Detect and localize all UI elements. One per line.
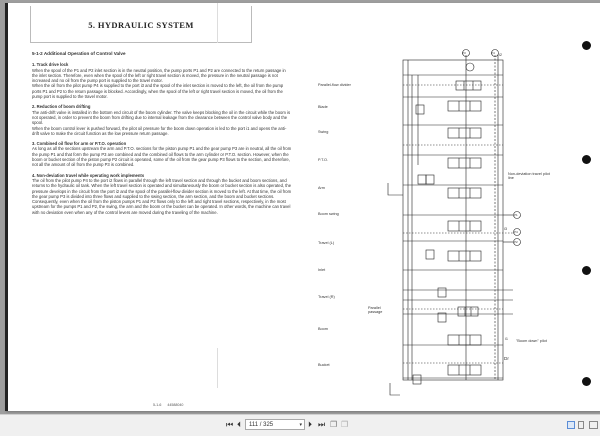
label-bucket: Bucket bbox=[318, 363, 330, 367]
label-swing: Swing bbox=[318, 130, 329, 134]
last-page-icon[interactable]: ⏭ bbox=[318, 420, 326, 429]
copy-page-icon[interactable]: ❐ bbox=[330, 420, 338, 429]
label-port-p4: P4 bbox=[514, 230, 518, 234]
paste-page-icon[interactable]: ❐ bbox=[341, 420, 349, 429]
continuous-view-icon[interactable] bbox=[578, 421, 584, 429]
label-port-p4-top: P4 bbox=[491, 51, 495, 55]
label-port-i1: i1 bbox=[505, 337, 508, 341]
chapter-title: 5. HYDRAULIC SYSTEM bbox=[88, 20, 194, 30]
label-port-p3: P3 bbox=[462, 51, 466, 55]
single-page-view-icon[interactable] bbox=[567, 421, 575, 429]
paragraph-title: 1. Track drive lock bbox=[32, 62, 69, 68]
label-port-p2: P2 bbox=[514, 240, 518, 244]
prev-page-icon[interactable]: ⏴ bbox=[237, 420, 241, 429]
paragraph-body: When the boom control lever is pushed forward, the pilot oil pressure for the boom down operation is led to the port i1 and opens the anti-drift valve to make the circuit function as the low pressure return passage. bbox=[32, 125, 287, 136]
label-travel-l: Travel (L) bbox=[318, 241, 335, 245]
document-page bbox=[5, 3, 600, 411]
punch-hole bbox=[582, 155, 591, 164]
page-divider bbox=[217, 3, 218, 43]
circuit-schematic bbox=[308, 45, 598, 405]
paragraph-body: The oil from the pilot pump P4 to the port i2 flows in parallel through the left travel section and through the bucket and boom sections, and returns to the hydraulic oil tank. When the left travel section is operated and simultaneously the boom or bucket section is also operated, the pressure develops in the circuit from the port i2 and the spool of the parallel-flow divider section is moved to the left. At that time, the oil from the gear pump P3 is divided into three flows and supplied to the swing section, the arm section, and the boom and bucket sections. Consequently, even when the oil from the piston pumps P1 and P2 flows only to the left and right travel sections, respectively, in the most upstream for the pumps P1 and P2, the swing, the arm and the boom or the bucket can be operated. In other words, the machine can travel with no deviation even when any of the control levers are moved during the traveling of the machine. bbox=[32, 177, 292, 215]
footer-code: 44588040 bbox=[167, 403, 184, 407]
paragraph-body: When the spool of the P1 and P2 inlet section is in the neutral position, the pump ports P1 and P2 are connected to the return passage in the inlet section. Therefore, even when the spool of the left or right travel section is moved, the pressure in the neutral passage is not increased and no oil from the pump port is supplied to the travel motor. bbox=[32, 67, 286, 84]
two-page-view-icon[interactable] bbox=[589, 421, 598, 429]
punch-hole bbox=[582, 41, 591, 50]
page-footer bbox=[153, 403, 188, 407]
punch-hole bbox=[582, 266, 591, 275]
paragraph-title: 3. Combined oil flow for arm or P.T.O. operation bbox=[32, 141, 127, 147]
label-inlet: Inlet bbox=[318, 268, 326, 272]
paragraph-body: The anti-drift valve is installed in the bottom end circuit of the boom cylinder. The valve keeps blocking the oil in the circuit while the boom is not operated, in order to prevent the boom from drifting due to internal leakage from the clearance between the control valve body and the spool. bbox=[32, 109, 291, 126]
label-port-i2: i2 bbox=[499, 53, 502, 57]
label-boom: Boom bbox=[318, 327, 328, 331]
chevron-down-icon[interactable]: ▾ bbox=[299, 422, 302, 428]
label-parallel-passage: Parallel passage bbox=[368, 306, 383, 315]
next-page-icon[interactable]: ⏵ bbox=[308, 420, 312, 429]
page-indicator: 111 / 325 bbox=[249, 422, 274, 428]
label-arm: Arm bbox=[318, 186, 325, 190]
paragraph-title: 4. Non-deviation travel while operating work implements bbox=[32, 172, 145, 178]
first-page-icon[interactable]: ⏮ bbox=[226, 420, 234, 429]
section-heading: 5-1-2 Additional Operation of Control Valve bbox=[32, 51, 126, 56]
label-non-deviation-pilot-line: Non-deviation travel pilot line bbox=[508, 172, 550, 181]
viewer-toolbar bbox=[0, 414, 600, 436]
label-port-dr: Dr bbox=[504, 356, 509, 361]
punch-hole bbox=[582, 377, 591, 386]
page-number-input[interactable] bbox=[245, 419, 305, 430]
label-parallel-flow-divider: Parallel-flow divider bbox=[318, 83, 351, 87]
chapter-header-box bbox=[30, 6, 252, 43]
label-port-p1: P1 bbox=[514, 213, 518, 217]
footer-page-number: 5-1-6 bbox=[153, 403, 162, 407]
paragraph-body: When the oil from the pilot pump P4 is supplied to the port i3 and the spool of the inlet section is moved to the left, the oil from the pump ports P1 and P2 to the return passage is blocked. Accordingly, when the spool of the left or right travel section is moved, the oil from the pump port is supplied to the travel motor. bbox=[32, 83, 284, 100]
label-pto: P.T.O. bbox=[318, 158, 329, 162]
label-port-i3: i3 bbox=[504, 227, 507, 231]
page-divider bbox=[217, 348, 218, 388]
label-travel-r: Travel (R) bbox=[318, 295, 335, 299]
label-boom-down-pilot: "Boom down" pilot bbox=[516, 339, 547, 343]
hydraulic-circuit-diagram bbox=[308, 45, 598, 405]
text-column bbox=[32, 51, 292, 215]
label-boom-swing: Boom swing bbox=[318, 212, 339, 216]
paragraph-body: As long as all the sections upstream the arm and P.T.O. sections for the piston pump P1 and the gear pump P3 are in neutral, all the oil from the pump P1 and that form the pump P3 are combined and the combined oil flows to the arm cylinder or P.T.O. section. However, when the boom or bucket section of the piston pump P2 circuit is operated, some of the oil from the gear pump P3 flows to the section, and therefore, not all the amount of oil from the pump P3 is combined. bbox=[32, 146, 292, 168]
paragraph-title: 2. Reduction of boom drifting bbox=[32, 104, 91, 110]
label-blade: Blade bbox=[318, 105, 328, 109]
